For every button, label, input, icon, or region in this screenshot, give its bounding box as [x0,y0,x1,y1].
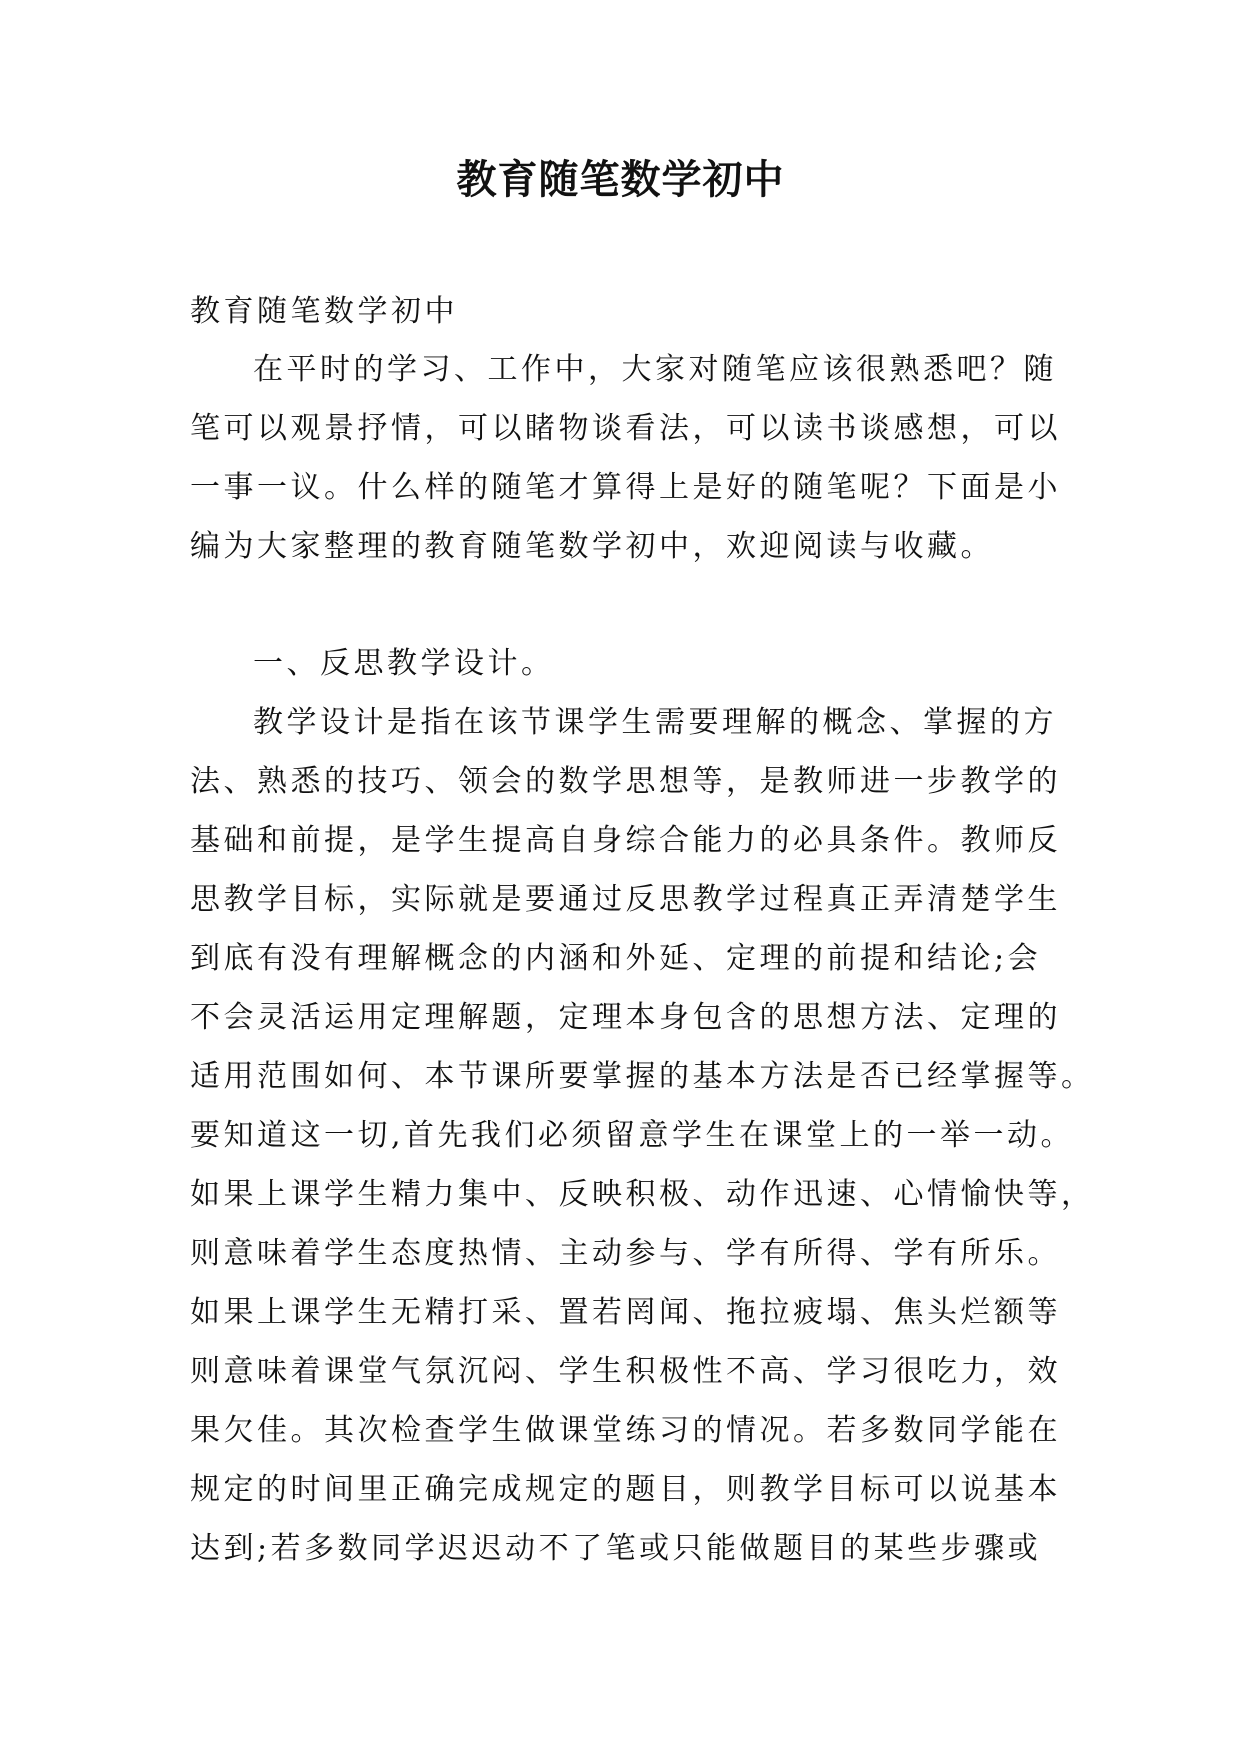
document-title: 教育随笔数学初中 [456,157,785,203]
intro-line: 笔可以观景抒情，可以睹物谈看法，可以读书谈感想，可以 [190,411,1061,446]
body-line: 基础和前提，是学生提高自身综合能力的必具条件。教师反 [190,823,1061,858]
body-line: 思教学目标，实际就是要通过反思教学过程真正弄清楚学生 [190,882,1061,917]
body-line: 不会灵活运用定理解题，定理本身包含的思想方法、定理的 [190,1000,1061,1035]
body-line: 规定的时间里正确完成规定的题目，则教学目标可以说基本 [190,1472,1061,1507]
body-line: 则意味着课堂气氛沉闷、学生积极性不高、学习很吃力，效 [190,1354,1061,1389]
intro-line: 编为大家整理的教育随笔数学初中，欢迎阅读与收藏。 [190,529,994,564]
body-line: 则意味着学生态度热情、主动参与、学有所得、学有所乐。 [190,1236,1061,1271]
intro-line: 一事一议。什么样的随笔才算得上是好的随笔呢？下面是小 [190,470,1061,505]
section-heading: 一、反思教学设计。 [253,646,555,681]
body-line: 要知道这一切,首先我们必须留意学生在课堂上的一举一动。 [190,1118,1075,1153]
document-subtitle: 教育随笔数学初中 [190,294,458,329]
body-line: 如果上课学生精力集中、反映积极、动作迅速、心情愉快等， [190,1177,1095,1212]
intro-line: 在平时的学习、工作中，大家对随笔应该很熟悉吧？随 [253,352,1057,387]
body-line: 达到;若多数同学迟迟动不了笔或只能做题目的某些步骤或 [190,1531,1042,1566]
body-line: 教学设计是指在该节课学生需要理解的概念、掌握的方 [253,705,1057,740]
body-line: 适用范围如何、本节课所要掌握的基本方法是否已经掌握等。 [190,1059,1095,1094]
body-line: 果欠佳。其次检查学生做课堂练习的情况。若多数同学能在 [190,1413,1061,1448]
body-line: 法、熟悉的技巧、领会的数学思想等，是教师进一步教学的 [190,764,1061,799]
body-line: 到底有没有理解概念的内涵和外延、定理的前提和结论;会 [190,941,1042,976]
body-line: 如果上课学生无精打采、置若罔闻、拖拉疲塌、焦头烂额等 [190,1295,1061,1330]
